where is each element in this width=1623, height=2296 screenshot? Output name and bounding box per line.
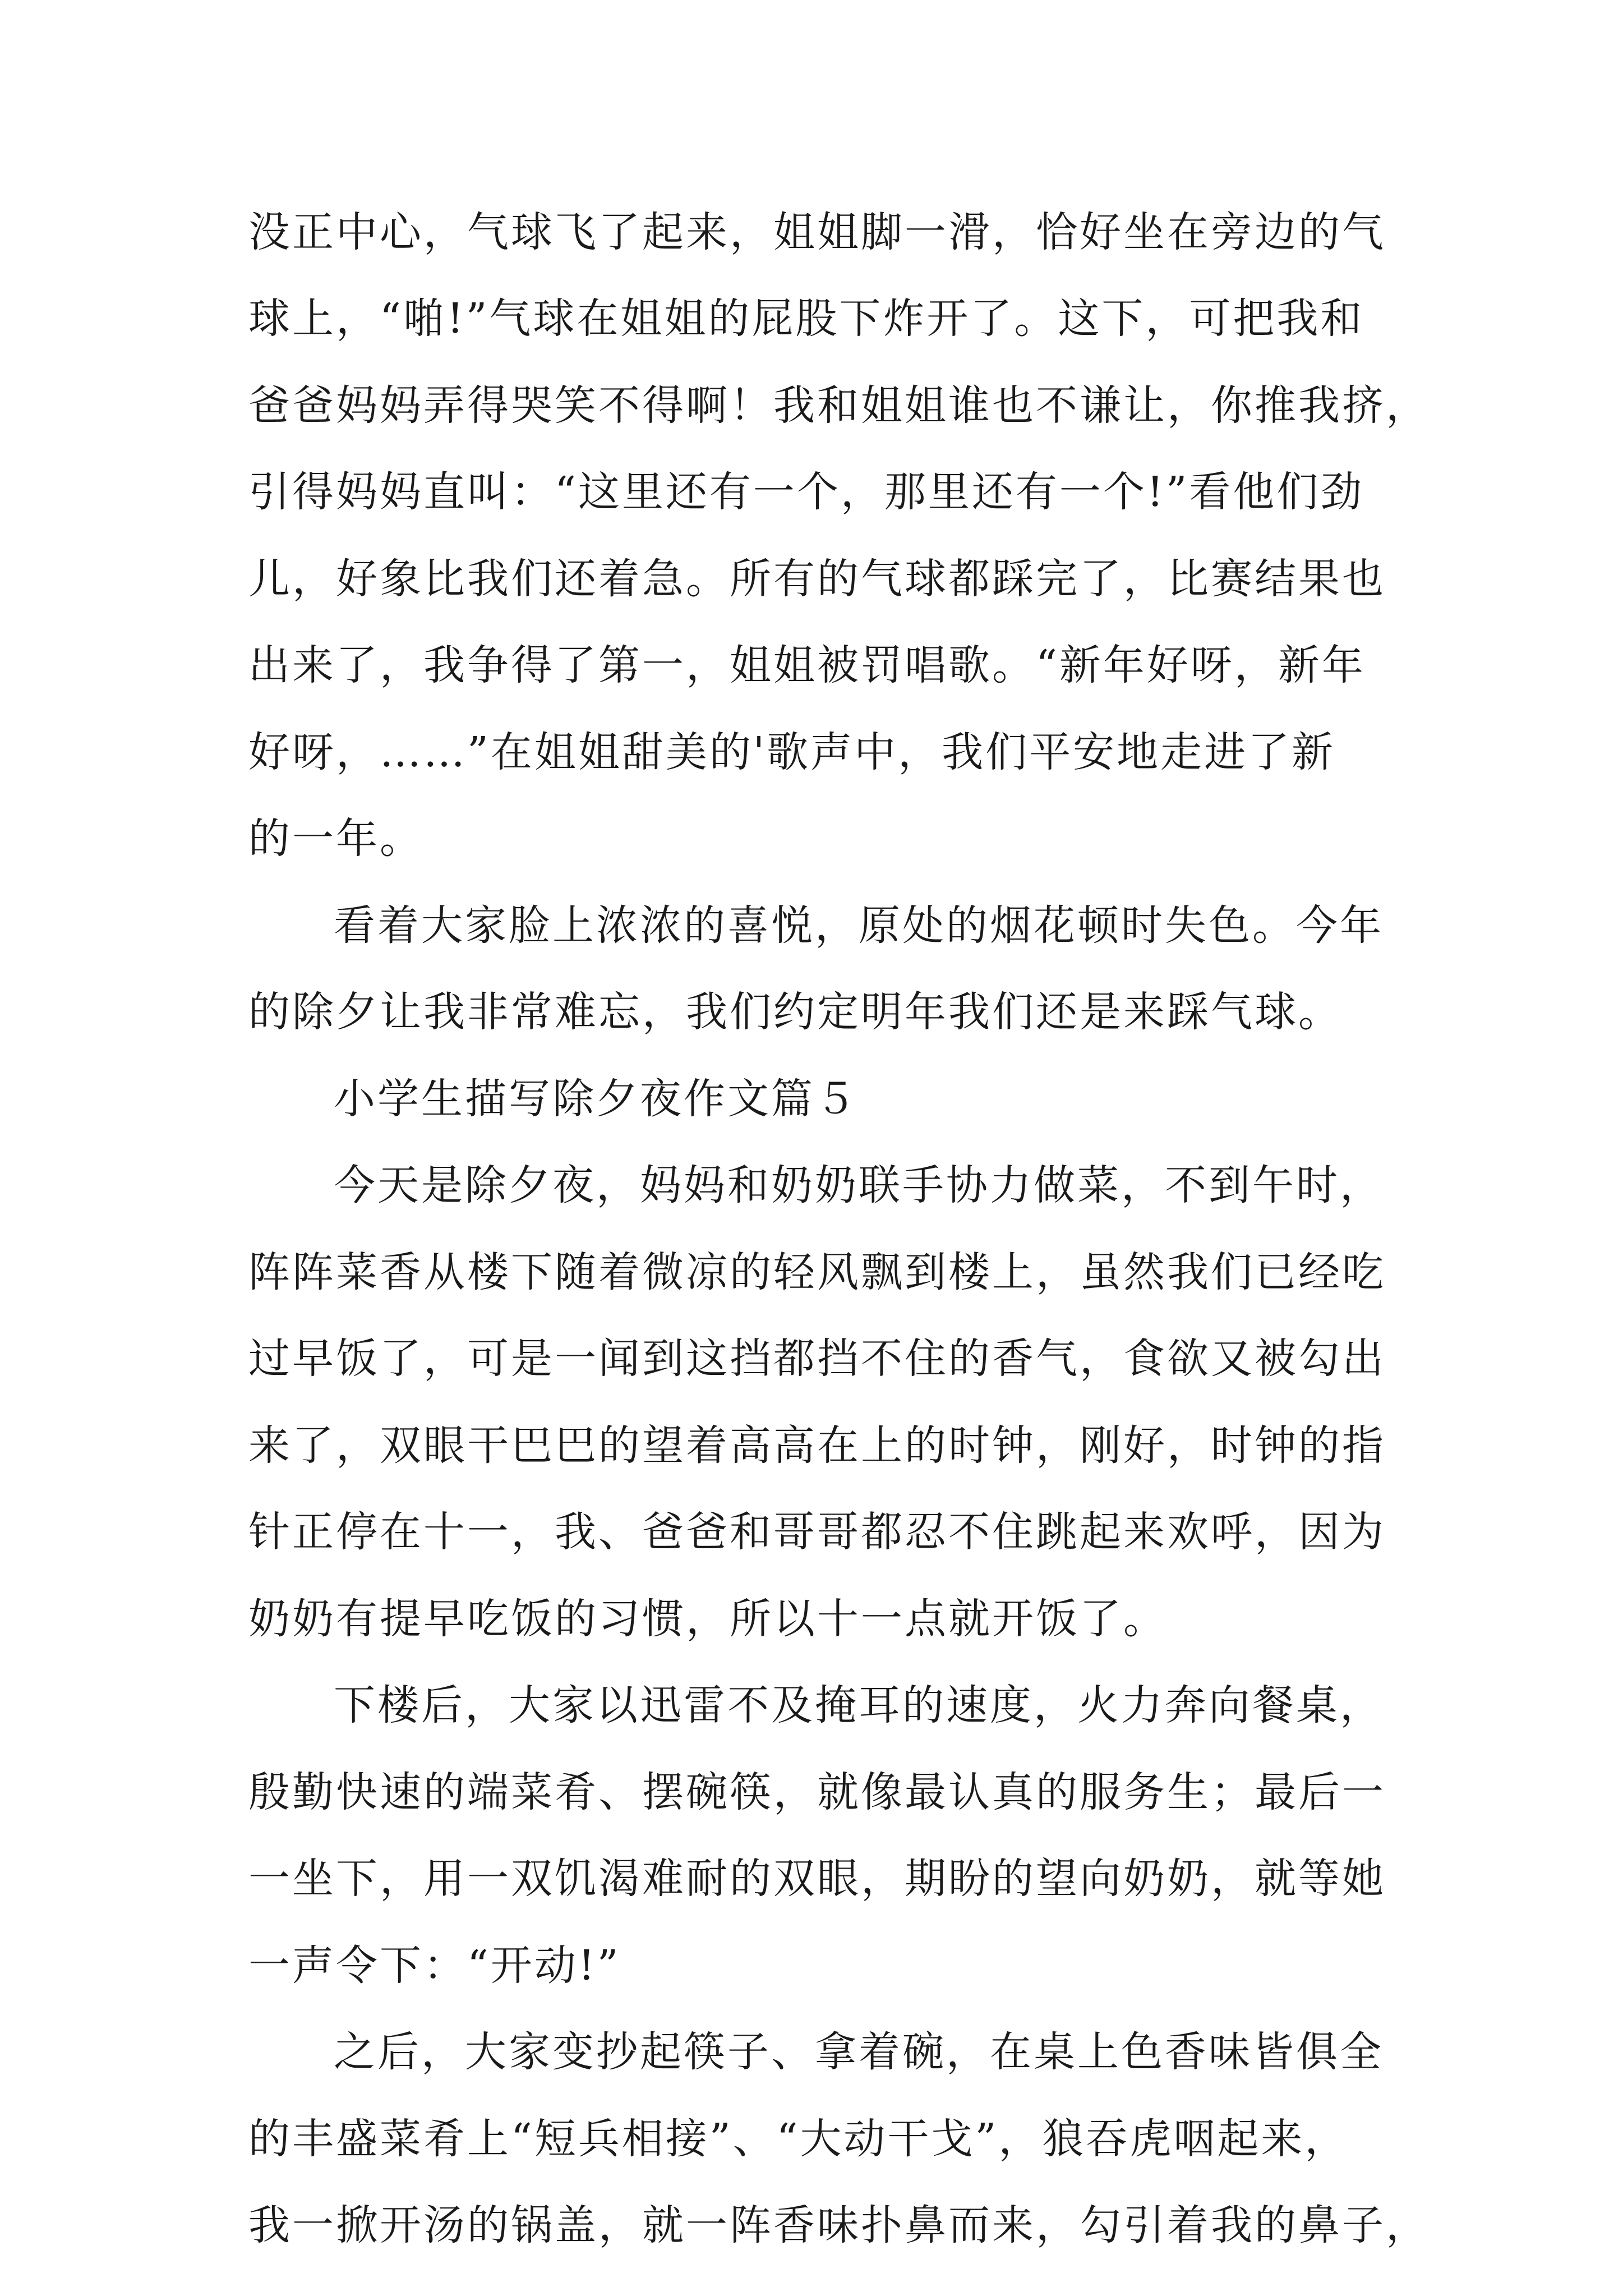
paragraph-first-line: 之后，大家变抄起筷子、拿着碗，在桌上色香味皆俱全 — [334, 2028, 1384, 2076]
text-line: 一坐下，用一双饥渴难耐的双眼，期盼的望向奶奶，就等她 — [248, 1855, 1386, 1903]
paragraph-first-line: 看着大家脸上浓浓的喜悦，原处的烟花顿时失色。今年 — [334, 901, 1384, 950]
text-line: 过早饭了，可是一闻到这挡都挡不住的香气，食欲又被勾出 — [248, 1335, 1386, 1383]
text-line: 引得妈妈直叫：“这里还有一个，那里还有一个!”看他们劲 — [248, 468, 1364, 516]
text-line: 针正停在十一，我、爸爸和哥哥都忍不住跳起来欢呼，因为 — [248, 1508, 1386, 1556]
text-line: 爸爸妈妈弄得哭笑不得啊！我和姐姐谁也不谦让，你推我挤， — [248, 381, 1430, 430]
text-line: 的丰盛菜肴上“短兵相接”、“大动干戈”，狼吞虎咽起来， — [248, 2115, 1349, 2163]
paragraph-first-line: 今天是除夕夜，妈妈和奶奶联手协力做菜，不到午时， — [334, 1161, 1384, 1209]
text-line: 儿，好象比我们还着急。所有的气球都踩完了，比赛结果也 — [248, 555, 1386, 603]
paragraph-first-line: 下楼后，大家以迅雷不及掩耳的速度，火力奔向餐桌， — [334, 1681, 1384, 1729]
text-line: 的除夕让我非常难忘，我们约定明年我们还是来踩气球。 — [248, 988, 1342, 1036]
text-line: 出来了，我争得了第一，姐姐被罚唱歌。“新年好呀，新年 — [248, 641, 1366, 689]
text-line: 的一年。 — [248, 815, 423, 863]
text-line: 一声令下：“开动!” — [248, 1941, 621, 1990]
text-line: 没正中心，气球飞了起来，姐姐脚一滑，恰好坐在旁边的气 — [248, 208, 1386, 256]
text-line: 球上，“啪!”气球在姐姐的屁股下炸开了。这下，可把我和 — [248, 295, 1364, 343]
text-line: 我一掀开汤的锅盖，就一阵香味扑鼻而来，勾引着我的鼻子， — [248, 2201, 1430, 2249]
text-line: 阵阵菜香从楼下随着微凉的轻风飘到楼上，虽然我们已经吃 — [248, 1248, 1386, 1296]
text-line: 来了，双眼干巴巴的望着高高在上的时钟，刚好，时钟的指 — [248, 1421, 1386, 1470]
text-line: 奶奶有提早吃饭的习惯，所以十一点就开饭了。 — [248, 1595, 1167, 1643]
text-line: 好呀，……”在姐姐甜美的'歌声中，我们平安地走进了新 — [248, 728, 1336, 776]
text-line: 殷勤快速的端菜肴、摆碗筷，就像最认真的服务生；最后一 — [248, 1768, 1386, 1816]
section-heading: 小学生描写除夕夜作文篇５ — [334, 1075, 859, 1123]
